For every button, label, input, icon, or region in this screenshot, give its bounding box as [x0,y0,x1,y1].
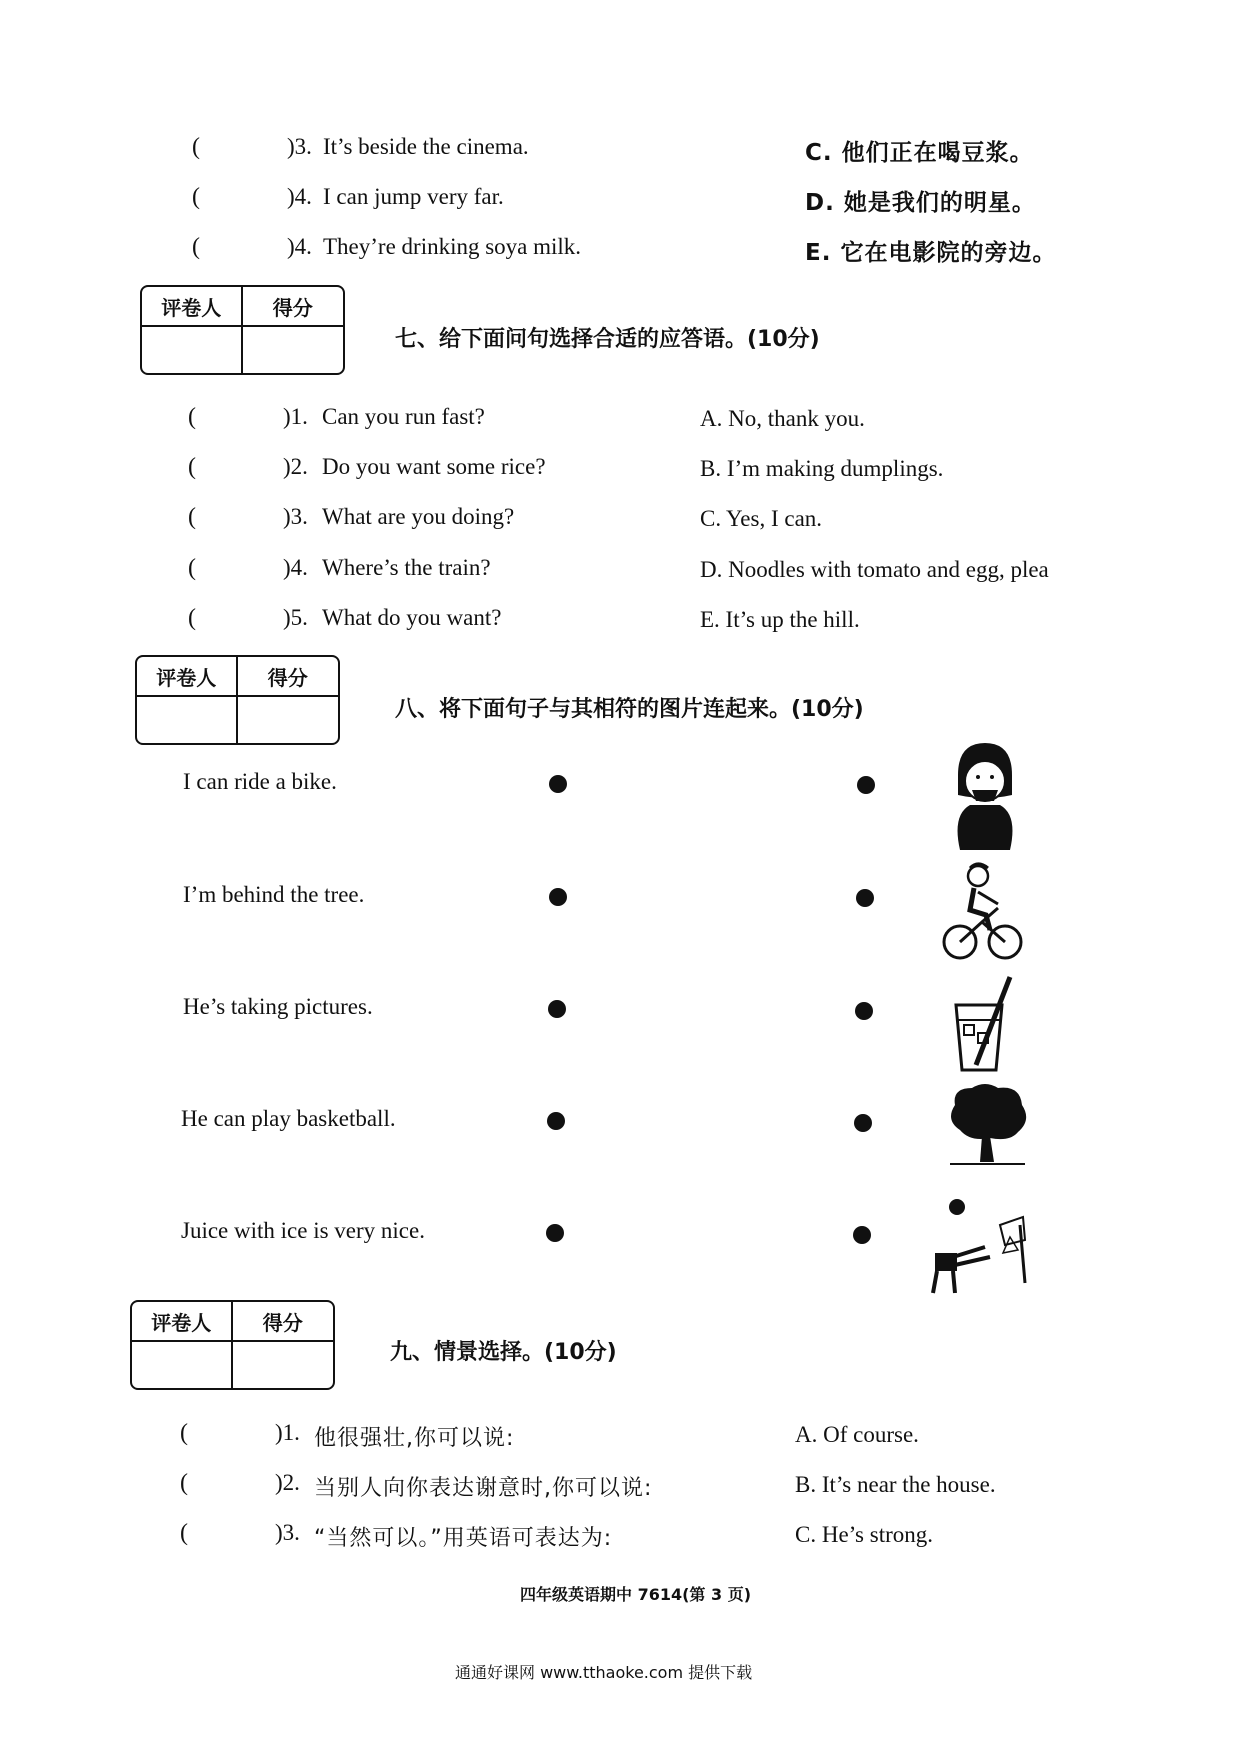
item-sentence: It’s beside the cinema. [323,134,529,159]
score-label: 得分 [243,287,344,327]
item-option: A. No, thank you. [700,406,865,431]
item-number: )4. [287,184,312,209]
girl-on-bike-icon [940,860,1025,965]
score-label: 得分 [238,657,339,697]
item-number: )3. [287,134,312,159]
answer-paren: ( [192,134,200,160]
item-number: )5. [283,605,308,630]
item-number: )1. [275,1420,300,1445]
answer-paren: ( [192,184,200,210]
picture-dot[interactable] [856,889,874,907]
item-number: )4. [287,234,312,259]
score-label: 得分 [233,1302,334,1342]
picture-dot[interactable] [857,776,875,794]
match-sentence: He can play basketball. [181,1106,396,1131]
item-option: E. 它在电影院的旁边。 [805,240,1057,266]
item-option: C. He’s strong. [795,1522,933,1547]
item-option: B. It’s near the house. [795,1472,996,1497]
answer-paren: ( [188,605,196,631]
item-question: What are you doing? [322,504,515,529]
item-option: A. Of course. [795,1422,919,1447]
grader-label: 评卷人 [142,287,243,327]
score-box [135,655,340,745]
picture-dot[interactable] [855,1002,873,1020]
girl-eating-icon [940,735,1030,850]
item-number: )1. [283,404,308,429]
item-question: Where’s the train? [322,555,491,580]
item-option: C. Yes, I can. [700,506,823,531]
item-number: )2. [275,1470,300,1495]
item-sentence: They’re drinking soya milk. [323,234,582,259]
answer-paren: ( [180,1420,188,1446]
score-field[interactable] [233,1342,334,1388]
item-option: B. I’m making dumplings. [700,456,944,481]
watermark: 通通好课网 www.tthaoke.com 提供下载 [455,1663,753,1682]
match-sentence: I can ride a bike. [183,769,337,794]
score-field[interactable] [238,697,339,743]
picture-dot[interactable] [854,1114,872,1132]
item-option: D. 她是我们的明星。 [805,190,1036,216]
section-title: 九、情景选择。(10分) [390,1340,617,1365]
item-number: )3. [275,1520,300,1545]
sentence-dot[interactable] [548,1000,566,1018]
section-title: 七、给下面问句选择合适的应答语。(10分) [395,327,820,352]
answer-paren: ( [188,555,196,581]
juice-cup-icon [948,975,1018,1075]
item-option: C. 他们正在喝豆浆。 [805,140,1034,166]
item-number: )2. [283,454,308,479]
item-situation: 他很强壮,你可以说: [314,1426,515,1451]
sentence-dot[interactable] [549,888,567,906]
sentence-dot[interactable] [549,775,567,793]
grader-field[interactable] [142,327,243,373]
answer-paren: ( [180,1470,188,1496]
answer-paren: ( [188,454,196,480]
picture-dot[interactable] [853,1226,871,1244]
item-sentence: I can jump very far. [323,184,504,209]
item-option: D. Noodles with tomato and egg, plea [700,557,1049,582]
grader-field[interactable] [132,1342,233,1388]
section-title: 八、将下面句子与其相符的图片连起来。(10分) [395,697,864,722]
score-box [140,285,345,375]
sentence-dot[interactable] [546,1224,564,1242]
item-situation: 当别人向你表达谢意时,你可以说: [314,1476,653,1501]
item-question: Do you want some rice? [322,454,546,479]
answer-paren: ( [180,1520,188,1546]
item-number: )4. [283,555,308,580]
grader-label: 评卷人 [132,1302,233,1342]
match-sentence: Juice with ice is very nice. [181,1218,425,1243]
score-box [130,1300,335,1390]
answer-paren: ( [188,404,196,430]
item-situation: “当然可以。”用英语可表达为: [314,1526,613,1551]
answer-paren: ( [188,504,196,530]
child-playing-basketball-icon [925,1195,1040,1295]
tree-icon [940,1080,1035,1170]
score-field[interactable] [243,327,344,373]
item-option: E. It’s up the hill. [700,607,860,632]
answer-paren: ( [192,234,200,260]
match-sentence: He’s taking pictures. [183,994,373,1019]
grader-label: 评卷人 [137,657,238,697]
item-number: )3. [283,504,308,529]
grader-field[interactable] [137,697,238,743]
sentence-dot[interactable] [547,1112,565,1130]
item-question: Can you run fast? [322,404,485,429]
page-footer: 四年级英语期中 7614(第 3 页) [520,1585,752,1604]
item-question: What do you want? [322,605,502,630]
match-sentence: I’m behind the tree. [183,882,365,907]
